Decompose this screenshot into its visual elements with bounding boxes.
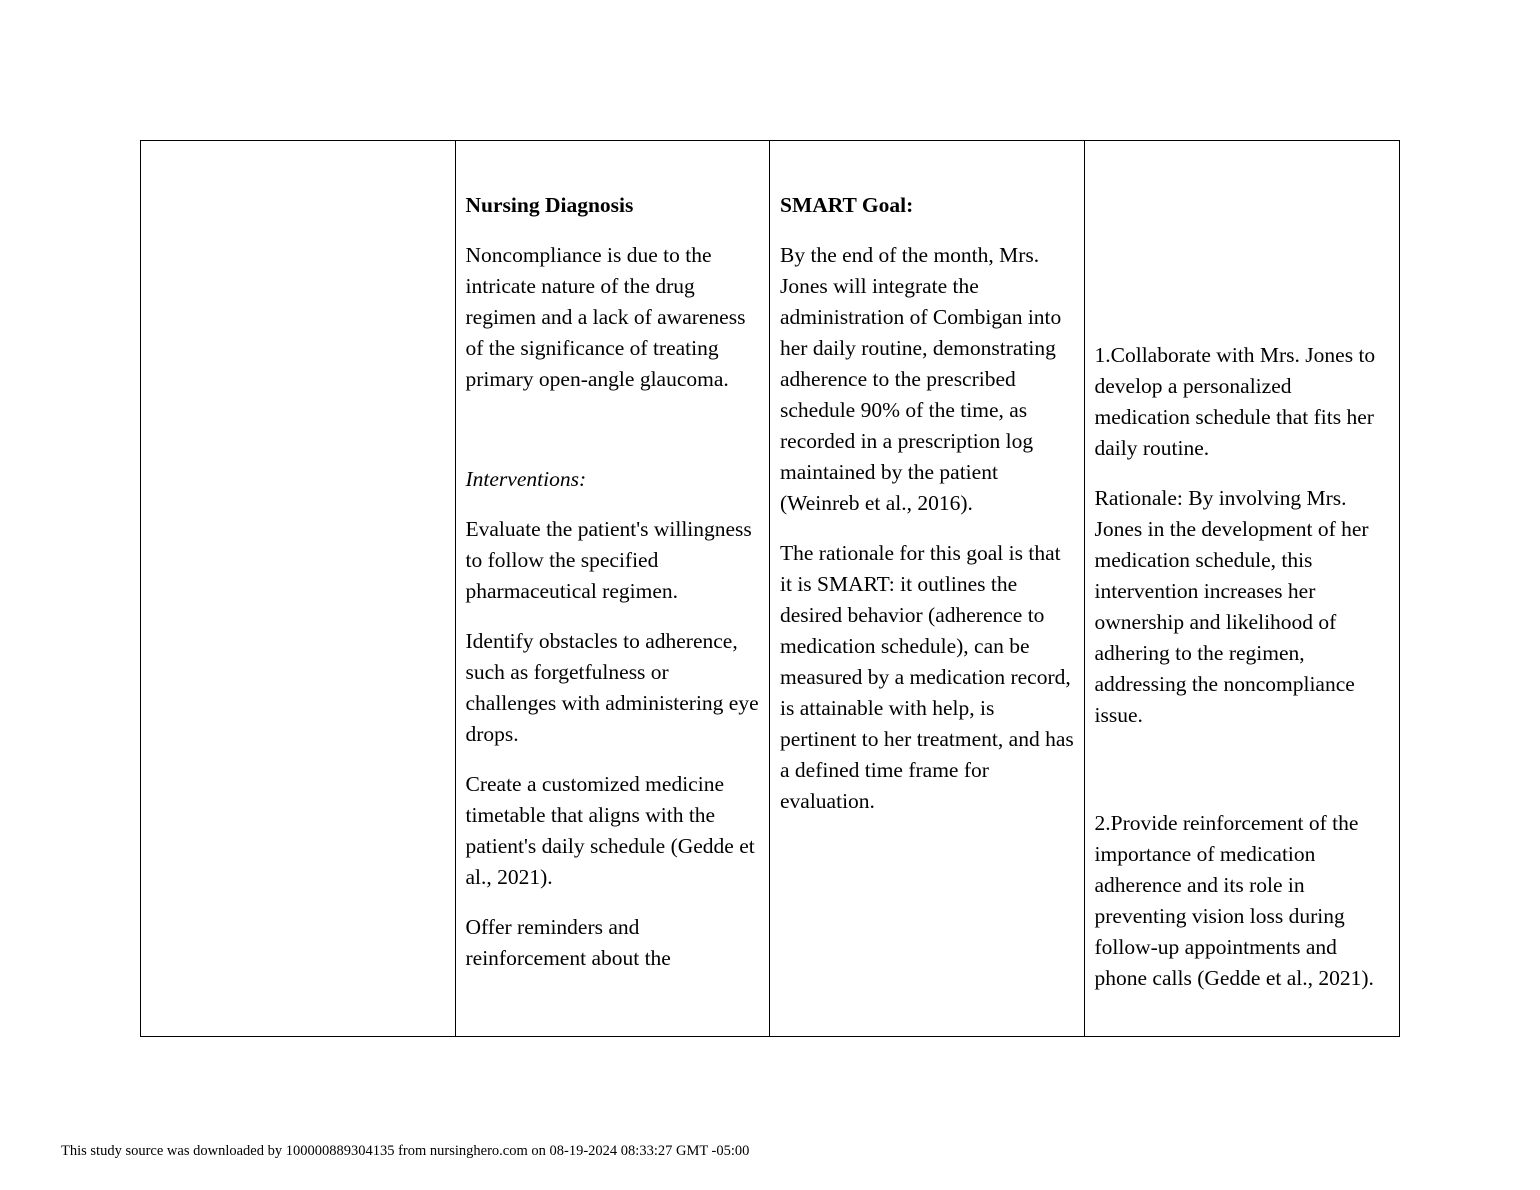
nursing-diagnosis-heading: Nursing Diagnosis	[465, 193, 634, 217]
smart-goal-heading: SMART Goal:	[780, 193, 914, 217]
table-column-goal	[770, 141, 1085, 1036]
intervention-item: Create a customized medicine timetable that aligns with the patient's daily schedule (Gedde et al., 2021).	[465, 772, 755, 889]
intervention-1-text: 1.Collaborate with Mrs. Jones to develop a personalized medication schedule that fits her daily routine.	[1094, 343, 1376, 460]
nursing-diagnosis-text: Noncompliance is due to the intricate nature of the drug regimen and a lack of awareness of the significance of treating primary open-angle glaucoma.	[465, 243, 746, 391]
table-column-assessment	[141, 141, 456, 1036]
diagnosis-cell	[466, 190, 762, 993]
table-column-interventions	[1085, 141, 1400, 1036]
smart-goal-rationale: The rationale for this goal is that it is SMART: it outlines the desired behavior (adherence to medication schedule), can be measured by a medication record, is attainable with help, is pertinent to her treatment, and has a defined time frame for evaluation.	[780, 541, 1074, 813]
care-plan-table	[140, 140, 1400, 1037]
intervention-item: Offer reminders and reinforcement about the	[465, 915, 671, 970]
intervention-item: Evaluate the patient's willingness to follow the specified pharmaceutical regimen.	[465, 517, 752, 603]
intervention-item: Identify obstacles to adherence, such as forgetfulness or challenges with administering eye drops.	[465, 629, 759, 746]
goal-cell	[780, 190, 1076, 836]
spacer	[1095, 750, 1392, 808]
smart-goal-text: By the end of the month, Mrs. Jones will integrate the administration of Combigan into her daily routine, demonstrating adherence to the prescribed schedule 90% of the time, as recorded in a prescription log maintained by the patient (Weinreb et al., 2016).	[780, 243, 1062, 515]
table-column-diagnosis	[456, 141, 771, 1036]
intervention-2-text: 2.Provide reinforcement of the importance of medication adherence and its role in preventing vision loss during follow-up appointments and phone calls (Gedde et al., 2021).	[1094, 811, 1374, 990]
download-source-footer: This study source was downloaded by 100000889304135 from nursinghero.com on 08-19-2024 08:33:27 GMT -05:00	[61, 1143, 750, 1159]
intervention-1-rationale: Rationale: By involving Mrs. Jones in the development of her medication schedule, this intervention increases her ownership and likelihood of adhering to the regimen, addressing the noncompliance issue.	[1094, 486, 1369, 727]
interventions-label: Interventions:	[465, 467, 587, 491]
spacer	[466, 414, 762, 464]
interventions-cell	[1095, 340, 1392, 1013]
